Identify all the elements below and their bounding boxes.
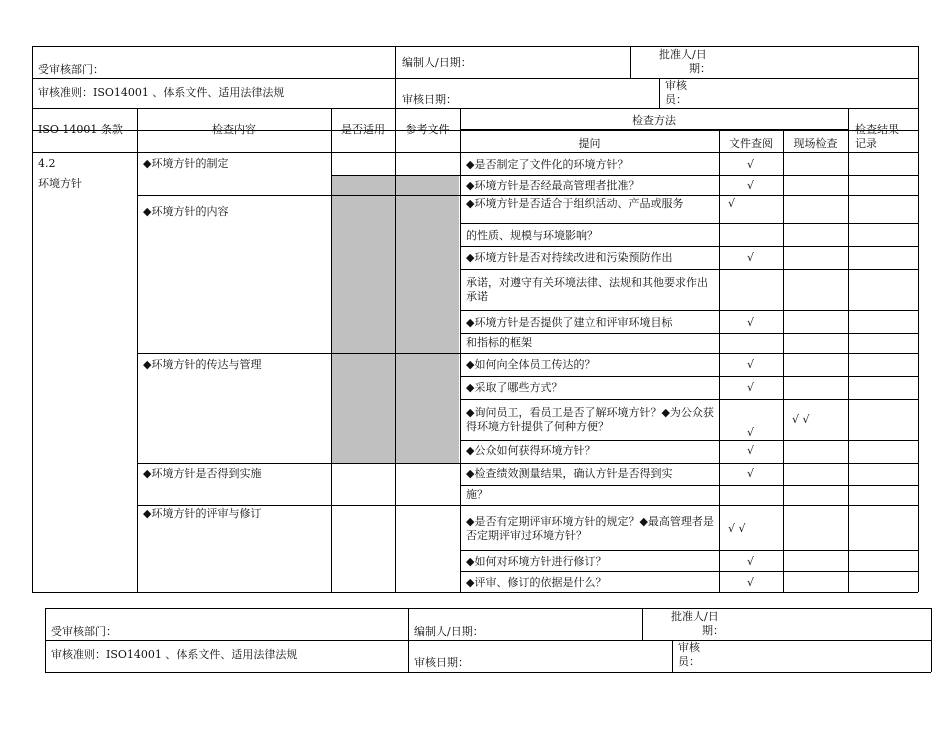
question-text: 和指标的框架: [466, 336, 532, 349]
check-mark: √: [747, 444, 755, 457]
question-text: ◆环境方针是否经最高管理者批准？: [466, 179, 640, 192]
col-content-header: 检查内容: [212, 123, 256, 136]
auditor-label: 审核: [678, 641, 700, 654]
auditor-label-cont: 员：: [665, 93, 687, 106]
criteria-label: 审核准则：ISO14001 、体系文件、适用法律法规: [38, 86, 285, 99]
approver-label: 批准人/日: [671, 610, 719, 623]
question-text: ◆评审、修订的依据是什么？: [466, 576, 607, 589]
question-text: ◆是否有定期评审环境方针的规定？◆最高管理者是否定期评审过环境方针？: [466, 515, 714, 542]
check-mark: √: [747, 158, 755, 171]
question-text: ◆公众如何获得环境方针？: [466, 444, 596, 457]
clause-title: 环境方针: [38, 177, 82, 190]
content-item: ◆环境方针的内容: [143, 205, 229, 218]
content-item: ◆环境方针的评审与修订: [143, 507, 262, 520]
question-text: ◆询问员工，看员工是否了解环境方针？◆为公众获得环境方针提供了何种方便？: [466, 406, 714, 433]
question-text: ◆如何对环境方针进行修订？: [466, 555, 607, 568]
col-question-header: 提问: [578, 137, 601, 150]
question-text: ◆如何向全体员工传达的？: [466, 358, 596, 371]
dept-label: 受审核部门：: [38, 63, 104, 76]
check-mark: √: [747, 179, 755, 192]
col-result-header: 检查结果: [855, 123, 899, 136]
check-mark: √: [747, 467, 755, 480]
check-mark: √: [747, 576, 755, 589]
col-doc-review-header: 文件查阅: [729, 137, 773, 150]
question-text: ◆采取了哪些方式？: [466, 381, 563, 394]
audit-date-label: 审核日期：: [402, 93, 457, 106]
preparer-label: 编制人/日期：: [402, 56, 472, 69]
col-method-header: 检查方法: [632, 114, 676, 127]
check-mark: √: [747, 251, 755, 264]
check-mark-pair: √ √: [792, 413, 810, 426]
check-mark: √: [747, 358, 755, 371]
audit-date-label: 审核日期：: [414, 656, 469, 669]
col-site-check-header: 现场检查: [793, 137, 838, 150]
question-text: ◆环境方针是否提供了建立和评审环境目标: [466, 316, 673, 329]
clause-number: 4.2: [38, 157, 56, 170]
check-mark: √: [747, 555, 755, 568]
question-text: 承诺，对遵守有关环境法律、法规和其他要求作出承诺: [466, 276, 708, 303]
check-mark-pair: √ √: [728, 522, 746, 535]
approver-label: 批准人/日: [659, 48, 707, 61]
col-clause-header: ISO 14001 条款: [38, 123, 123, 136]
question-text: 的性质、规模与环境影响？: [466, 229, 598, 242]
content-item: ◆环境方针的制定: [143, 157, 229, 170]
check-mark: √: [747, 381, 755, 394]
auditor-label-cont: 员：: [678, 655, 700, 668]
col-reference-header: 参考文件: [405, 123, 450, 136]
dept-label: 受审核部门：: [51, 625, 117, 638]
preparer-label: 编制人/日期：: [414, 625, 484, 638]
content-item: ◆环境方针的传达与管理: [143, 358, 262, 371]
content-item: ◆环境方针是否得到实施: [143, 467, 262, 480]
check-mark: √: [747, 316, 755, 329]
col-applicable-header: 是否适用: [341, 123, 385, 136]
auditor-label: 审核: [665, 79, 687, 92]
question-text: ◆环境方针是否适合于组织活动、产品或服务: [466, 197, 684, 210]
approver-label-cont: 期：: [702, 624, 724, 637]
question-text: 施？: [466, 488, 488, 501]
col-result-header-cont: 记录: [855, 137, 877, 150]
question-text: ◆是否制定了文件化的环境方针？: [466, 158, 629, 171]
question-text: ◆环境方针是否对持续改进和污染预防作出: [466, 251, 673, 264]
criteria-label: 审核准则：ISO14001 、体系文件、适用法律法规: [51, 648, 298, 661]
question-text: ◆检查绩效测量结果，确认方针是否得到实: [466, 467, 673, 480]
check-mark: √: [728, 197, 736, 210]
approver-label-cont: 期：: [689, 62, 711, 75]
check-mark: √: [747, 426, 755, 439]
